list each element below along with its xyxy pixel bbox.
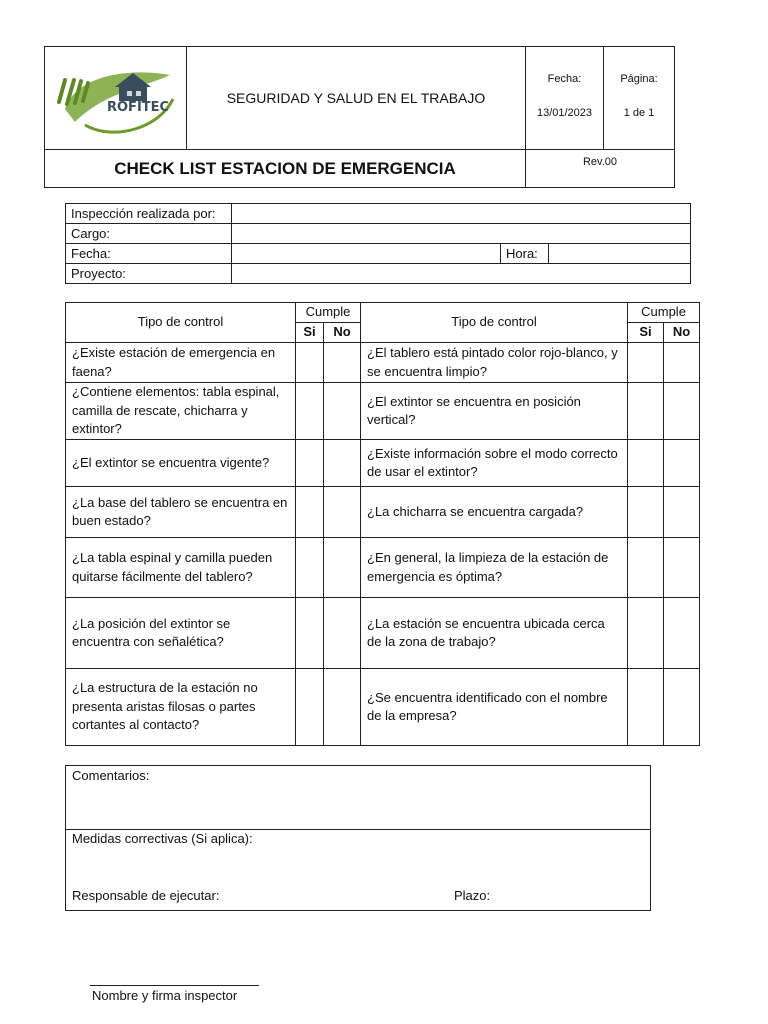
no-checkbox[interactable] xyxy=(324,343,361,383)
si-checkbox[interactable] xyxy=(296,383,324,440)
proyecto-label: Proyecto: xyxy=(66,264,232,284)
checklist-row xyxy=(66,440,700,487)
si-checkbox[interactable] xyxy=(296,669,324,746)
inspection-info-table xyxy=(65,203,691,284)
question-right: ¿En general, la limpieza de la estación de emergencia es óptima? xyxy=(361,538,628,598)
no-checkbox[interactable] xyxy=(664,669,700,746)
question-right: ¿La chicharra se encuentra cargada? xyxy=(361,487,628,538)
checklist-row xyxy=(66,598,700,669)
no-checkbox[interactable] xyxy=(324,383,361,440)
header-logo-cell xyxy=(44,46,187,150)
question-right: ¿Existe información sobre el modo correcto de usar el extintor? xyxy=(361,440,628,487)
question-left: ¿La estructura de la estación no presenta aristas filosas o partes cortantes al contacto? xyxy=(66,669,296,746)
si-checkbox[interactable] xyxy=(628,538,664,598)
no-checkbox[interactable] xyxy=(324,440,361,487)
checklist-row xyxy=(66,487,700,538)
si-header-left: Si xyxy=(296,323,324,343)
si-checkbox[interactable] xyxy=(628,669,664,746)
no-checkbox[interactable] xyxy=(664,598,700,669)
question-right: ¿El tablero está pintado color rojo-blanco, y se encuentra limpio? xyxy=(361,343,628,383)
no-header-right: No xyxy=(664,323,700,343)
fecha-value: 13/01/2023 xyxy=(536,107,593,119)
company-area-cell xyxy=(186,46,526,150)
question-right: ¿El extintor se encuentra en posición vertical? xyxy=(361,383,628,440)
question-right: ¿Se encuentra identificado con el nombre de la empresa? xyxy=(361,669,628,746)
si-checkbox[interactable] xyxy=(628,343,664,383)
no-checkbox[interactable] xyxy=(664,343,700,383)
si-checkbox[interactable] xyxy=(628,440,664,487)
cargo-field[interactable] xyxy=(232,224,691,244)
si-checkbox[interactable] xyxy=(296,440,324,487)
cargo-label: Cargo: xyxy=(66,224,232,244)
fecha-info-field[interactable] xyxy=(232,244,501,264)
hora-label: Hora: xyxy=(501,244,549,264)
checklist-row xyxy=(66,538,700,598)
no-checkbox[interactable] xyxy=(664,538,700,598)
no-checkbox[interactable] xyxy=(324,669,361,746)
si-checkbox[interactable] xyxy=(296,538,324,598)
medidas-label: Medidas correctivas (Si aplica): xyxy=(72,831,253,846)
inspeccion-field[interactable] xyxy=(232,204,691,224)
tipo-control-header-right: Tipo de control xyxy=(361,303,628,343)
cumple-header-left: Cumple xyxy=(296,303,361,323)
doc-title: CHECK LIST ESTACION DE EMERGENCIA xyxy=(114,158,456,178)
question-left: ¿El extintor se encuentra vigente? xyxy=(66,440,296,487)
si-checkbox[interactable] xyxy=(296,487,324,538)
si-checkbox[interactable] xyxy=(628,598,664,669)
signature-label: Nombre y firma inspector xyxy=(92,988,238,1003)
si-header-right: Si xyxy=(628,323,664,343)
logo-text: ROFITEC xyxy=(107,100,170,115)
doc-title-cell xyxy=(44,149,526,188)
no-checkbox[interactable] xyxy=(664,487,700,538)
rofitec-logo xyxy=(45,47,186,149)
proyecto-field[interactable] xyxy=(232,264,691,284)
rev-cell xyxy=(525,149,675,188)
pagina-value: 1 de 1 xyxy=(623,107,655,119)
no-header-left: No xyxy=(324,323,361,343)
si-checkbox[interactable] xyxy=(296,598,324,669)
fecha-label: Fecha: xyxy=(547,73,582,85)
tipo-control-header-left: Tipo de control xyxy=(66,303,296,343)
fecha-info-label: Fecha: xyxy=(66,244,232,264)
cumple-header-right: Cumple xyxy=(628,303,700,323)
hora-field[interactable] xyxy=(549,244,691,264)
responsable-label: Responsable de ejecutar: xyxy=(72,888,220,903)
question-left: ¿La posición del extintor se encuentra con señalética? xyxy=(66,598,296,669)
no-checkbox[interactable] xyxy=(664,440,700,487)
checklist-row xyxy=(66,669,700,746)
comentarios-label: Comentarios: xyxy=(72,768,150,783)
pagina-label: Página: xyxy=(620,73,658,85)
fecha-cell xyxy=(525,46,604,150)
company-area-title: SEGURIDAD Y SALUD EN EL TRABAJO xyxy=(226,90,486,106)
si-checkbox[interactable] xyxy=(296,343,324,383)
checklist-table xyxy=(65,302,700,746)
checklist-row xyxy=(66,343,700,383)
si-checkbox[interactable] xyxy=(628,487,664,538)
no-checkbox[interactable] xyxy=(664,383,700,440)
question-left: ¿Contiene elementos: tabla espinal, camilla de rescate, chicharra y extintor? xyxy=(66,383,296,440)
no-checkbox[interactable] xyxy=(324,598,361,669)
pagina-cell xyxy=(603,46,675,150)
inspeccion-label: Inspección realizada por: xyxy=(66,204,232,224)
medidas-box[interactable] xyxy=(65,829,651,911)
comentarios-box[interactable] xyxy=(65,765,651,830)
signature-line[interactable] xyxy=(90,985,259,986)
rev-label: Rev.00 xyxy=(582,156,618,168)
plazo-label: Plazo: xyxy=(454,888,491,903)
si-checkbox[interactable] xyxy=(628,383,664,440)
question-left: ¿La tabla espinal y camilla pueden quitarse fácilmente del tablero? xyxy=(66,538,296,598)
question-left: ¿La base del tablero se encuentra en buen estado? xyxy=(66,487,296,538)
question-left: ¿Existe estación de emergencia en faena? xyxy=(66,343,296,383)
no-checkbox[interactable] xyxy=(324,487,361,538)
no-checkbox[interactable] xyxy=(324,538,361,598)
question-right: ¿La estación se encuentra ubicada cerca de la zona de trabajo? xyxy=(361,598,628,669)
checklist-row xyxy=(66,383,700,440)
